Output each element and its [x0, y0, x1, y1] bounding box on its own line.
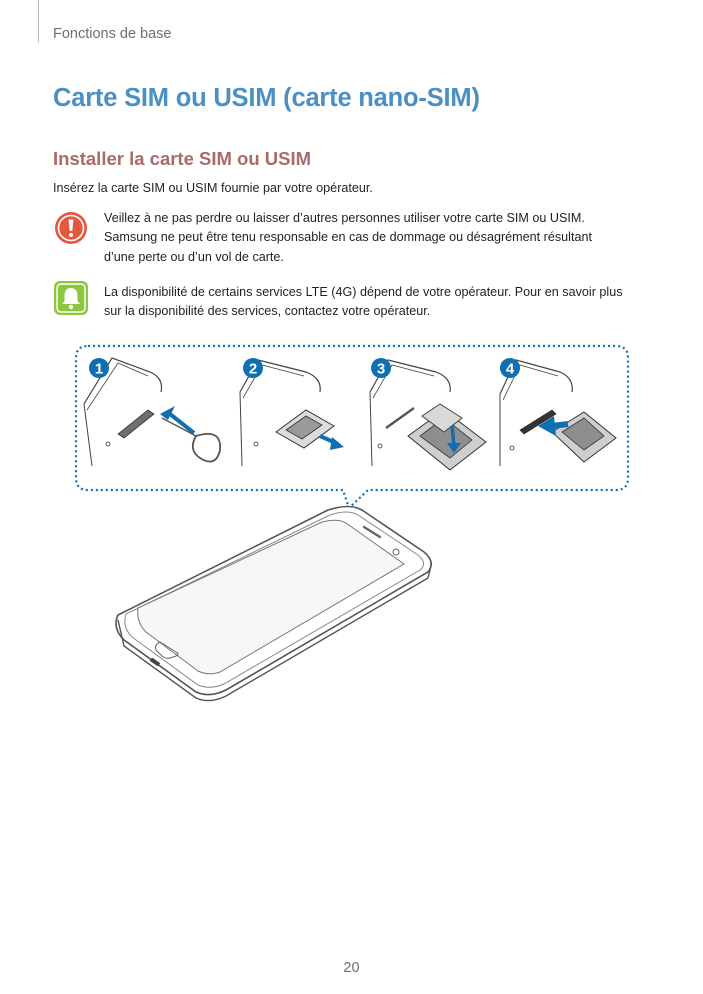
step-number: 2	[248, 360, 258, 378]
step-badge-1	[89, 358, 109, 378]
page-title: Carte SIM ou USIM (carte nano-SIM)	[53, 84, 480, 112]
running-head: Fonctions de base	[53, 26, 172, 42]
step-panel-3	[370, 360, 486, 470]
step-number: 3	[376, 360, 386, 378]
step-badge-4	[500, 358, 520, 378]
caution-line: d’une perte ou d’un vol de carte.	[104, 249, 284, 264]
caution-line: Veillez à ne pas perdre ou laisser d’autres personnes utiliser votre carte SIM ou USIM.	[104, 211, 585, 225]
intro-text: Insérez la carte SIM ou USIM fournie par votre opérateur.	[53, 181, 373, 195]
step-number: 4	[505, 360, 515, 378]
info-line: La disponibilité de certains services LTE (4G) dépend de votre opérateur. Pour en savoir plus	[104, 285, 623, 299]
page-number: 20	[343, 960, 360, 976]
step-badge-3	[371, 358, 391, 378]
step-number: 1	[94, 360, 104, 378]
info-line: sur la disponibilité des services, contactez votre opérateur.	[104, 304, 431, 319]
step-panel-4	[500, 360, 616, 466]
section-title: Installer la carte SIM ou USIM	[53, 148, 312, 169]
phone-illustration	[116, 507, 431, 701]
caution-line: Samsung ne peut être tenu responsable en cas de dommage ou désagrément résultant	[104, 230, 592, 245]
step-badge-2	[243, 358, 263, 378]
